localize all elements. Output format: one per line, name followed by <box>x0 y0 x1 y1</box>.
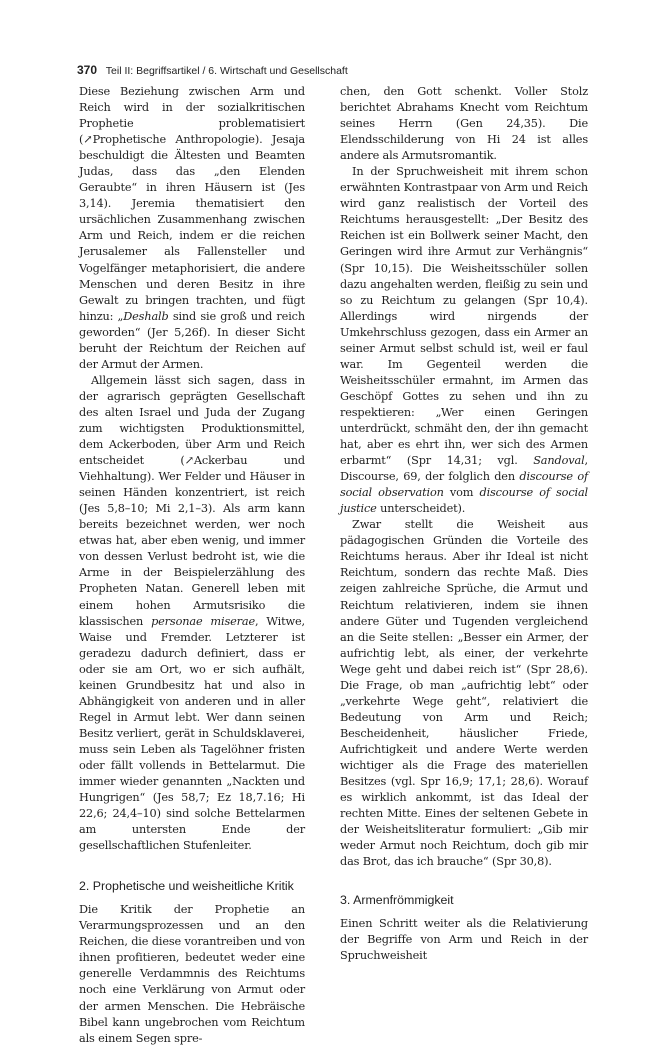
running-title: Teil II: Begriffsartikel / 6. Wirtschaft und Gesellschaft <box>105 65 348 77</box>
paragraph: Die Kritik der Prophetie an Verarmungsprozessen und an den Reichen, die diese vorantreiben und von ihnen profitieren, bedeutet weder eine generelle Verdammnis des Reichtums noch eine Verklärung von Armut oder der armen Menschen. Die Hebräische Bibel kann ungebrochen vom Reichtum als einem Segen spre- <box>79 903 305 1045</box>
right-column <box>340 84 588 964</box>
section-heading: 2. Prophetische und weisheitliche Kritik <box>79 879 294 894</box>
emphasis: discourse of social observation <box>340 470 589 500</box>
paragraph: Zwar stellt die Weisheit aus pädagogischen Gründen die Vorteile des Reichtums heraus. Aber ihr Ideal ist nicht Reichtum, sondern das rechte Maß. Dies zeigen zahlreiche Sprüche, die Armut und Reichtum relativieren, indem sie ihnen andere Güter und Tugenden vergleichend an die Seite stellen: „Besser ein Armer, der aufrichtig lebt, als einer, der verkehrte Wege geht und dabei reich ist“ (Spr 28,6). Die Frage, ob man „aufrichtig lebt“ oder „verkehrte Wege geht“, relativiert die Bedeutung von Arm und Reich; Bescheidenheit, häuslicher Friede, Aufrichtigkeit und andere Werte werden wichtiger als die Frage des materiellen Besitzes (vgl. Spr 16,9; 17,1; 28,6). Worauf es wirklich ankommt, ist das Ideal der rechten Mitte. Eines der seltenen Gebete in der Weisheitsliteratur formuliert: „Gib mir weder Armut noch Reichtum, doch gib mir das Brot, das ich brauche“ (Spr 30,8). <box>340 518 588 869</box>
paragraph: Einen Schritt weiter als die Relativierung der Begriffe von Arm und Reich in der Spruchweisheit <box>340 917 588 963</box>
left-column <box>79 84 305 1047</box>
emphasis: discourse of social justice <box>340 486 589 516</box>
running-head <box>77 63 597 77</box>
emphasis: Sandoval <box>533 454 585 468</box>
paragraph: Allgemein lässt sich sagen, dass in der agrarisch geprägten Gesellschaft des alten Israel und Juda der Zugang zum wichtigsten Produktionsmittel, dem Ackerboden, über Arm und Reich entscheidet (↗Ackerbau und Viehhaltung). Wer Felder und Häuser in seinen Händen konzentriert, ist reich (Jes 5,8–10; Mi 2,1–3). Als arm kann bereits bezeichnet werden, wer noch etwas hat, aber eben wenig, und immer von dessen Verlust bedroht ist, wie die Arme in der Beispielerzählung des Propheten Natan. Generell leben mit einem hohen Armutsrisiko die klassischen personae miserae, Witwe, Waise und Fremder. Letzterer ist geradezu dadurch definiert, dass er oder sie am Ort, wo er sich aufhält, keinen Grundbesitz hat und also in Abhängigkeit von anderen und in aller Regel in Armut lebt. Wer dann seinen Besitz verliert, gerät in Schuldsklaverei, muss sein Leben als Tagelöhner fristen oder fällt vollends in Bettelarmut. Die immer wieder genannten „Nackten und Hungrigen“ (Jes 58,7; Ez 18,7.16; Hi 22,6; 24,4–10) sind solche Bettelarmen am untersten Ende der gesellschaftlichen Stufenleiter. <box>79 373 305 853</box>
paragraph: In der Spruchweisheit mit ihrem schon erwähnten Kontrastpaar von Arm und Reich wird ganz realistisch der Vorteil des Reichtums herausgestellt: „Der Besitz des Reichen ist ein Bollwerk seiner Macht, den Geringen wird ihre Armut zur Verhängnis“ (Spr 10,15). Die Weisheitsschüler sollen dazu angehalten werden, fleißig zu sein und so zu Reichtum zu gelangen (Spr 10,4). Allerdings wird nirgends der Umkehrschluss gezogen, dass ein Armer an seiner Armut selbst schuld ist, weil er faul war. Im Gegenteil werden die Weisheitsschüler ermahnt, im Armen das Geschöpf Gottes zu sehen und ihn zu respektieren: „Wer einen Geringen unterdrückt, schmäht den, der ihn gemacht hat, aber es ehrt ihn, wer sich des Armen erbarmt“ (Spr 14,31; vgl. Sandoval, Discourse, 69, der folglich den discourse of social observation vom discourse of social justice unterscheidet). <box>340 165 589 516</box>
emphasis: personae miserae <box>151 614 255 628</box>
emphasis: Deshalb <box>123 309 169 323</box>
section-heading: 3. Armenfrömmigkeit <box>340 893 454 908</box>
paragraph: chen, den Gott schenkt. Voller Stolz berichtet Abrahams Knecht vom Reichtum seines Herrn (Gen 24,35). Die Elendsschilderung von Hi 24 ist alles andere als Armutsromantik. <box>340 85 588 163</box>
paragraph: Diese Beziehung zwischen Arm und Reich wird in der sozialkritischen Prophetie problematisiert (↗Prophetische Anthropologie). Jesaja beschuldigt die Ältesten und Beamten Judas, dass das „den Elenden Geraubte“ in ihren Häusern ist (Jes 3,14). Jeremia thematisiert den ursächlichen Zusammenhang zwischen Arm und Reich, indem er die reichen Jerusalemer als Fallensteller und Vogelfänger metaphorisiert, die andere Menschen und deren Besitz in ihre Gewalt zu bringen trachten, und fügt hinzu: „Deshalb sind sie groß und reich geworden“ (Jer 5,26f). In dieser Sicht beruht der Reichtum der Reichen auf der Armut der Armen. <box>79 85 305 371</box>
page-number: 370 <box>77 63 98 77</box>
